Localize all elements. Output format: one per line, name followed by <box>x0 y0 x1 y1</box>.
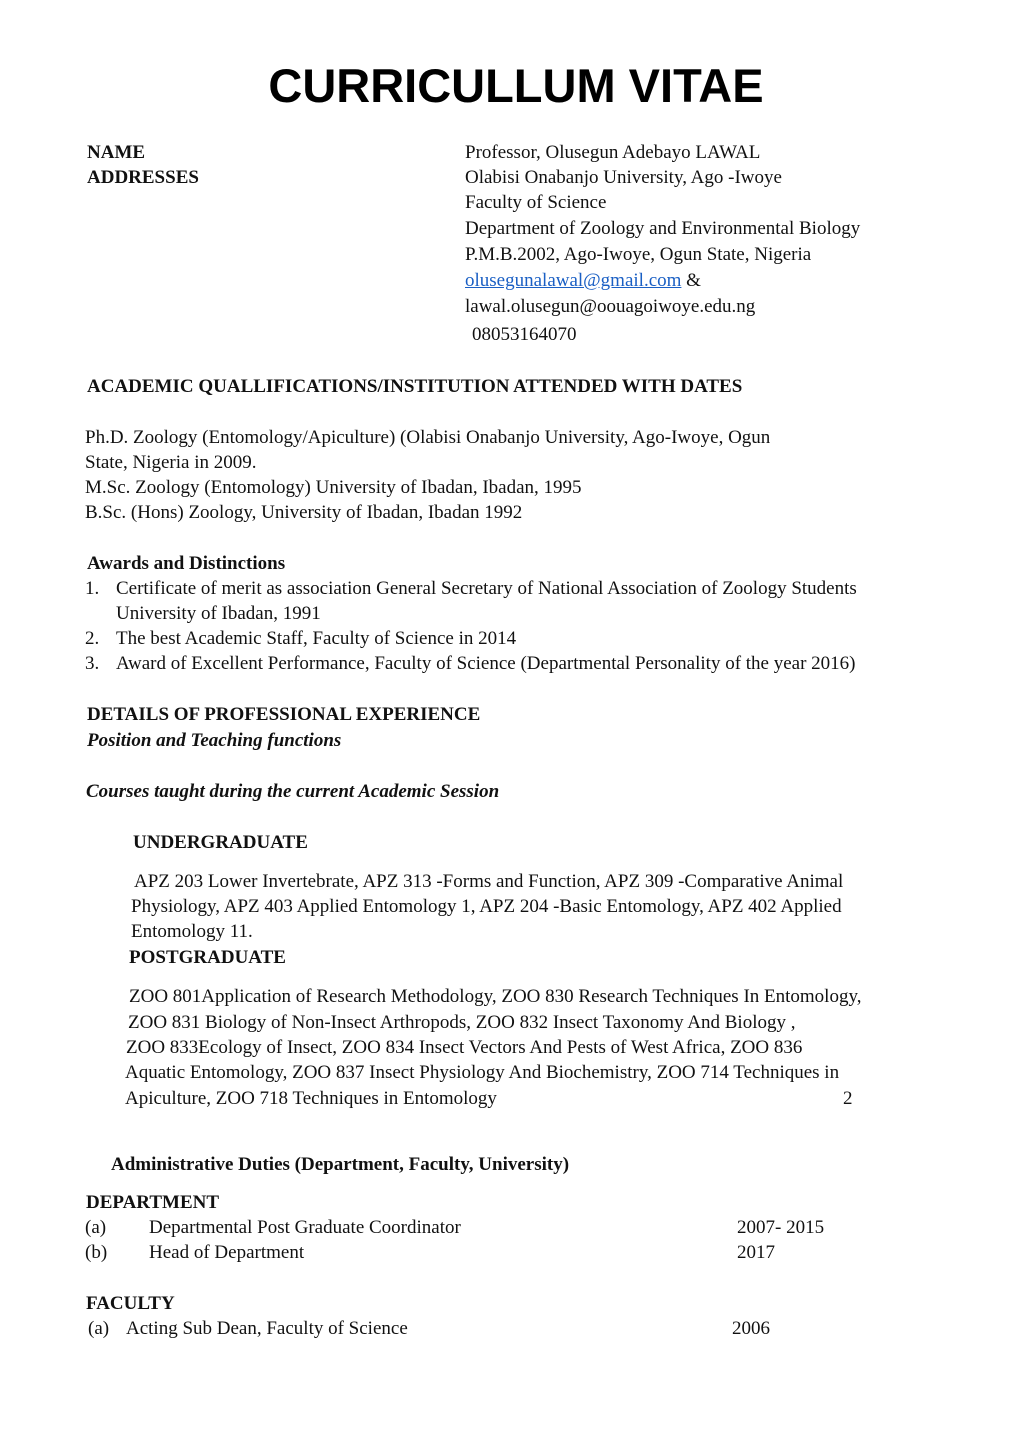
postgraduate-line: ZOO 833Ecology of Insect, ZOO 834 Insect Vectors And Pests of West Africa, ZOO 836 <box>126 1037 803 1058</box>
award-text-continued: University of Ibadan, 1991 <box>116 603 321 624</box>
department-item-text: Departmental Post Graduate Coordinator <box>149 1217 461 1238</box>
faculty-item-years: 2006 <box>732 1318 770 1339</box>
page-number: 2 <box>843 1088 853 1109</box>
postgraduate-heading: POSTGRADUATE <box>129 947 286 968</box>
award-text: The best Academic Staff, Faculty of Science in 2014 <box>116 628 517 649</box>
academic-line: B.Sc. (Hons) Zoology, University of Ibadan, Ibadan 1992 <box>85 502 523 523</box>
award-number: 3. <box>85 653 100 674</box>
faculty-heading: FACULTY <box>86 1293 175 1314</box>
phone-number: 08053164070 <box>472 324 577 345</box>
name-value: Professor, Olusegun Adebayo LAWAL <box>465 142 761 163</box>
academic-line: M.Sc. Zoology (Entomology) University of Ibadan, Ibadan, 1995 <box>85 477 582 498</box>
address-line: Department of Zoology and Environmental Biology <box>465 218 861 239</box>
email-link-primary[interactable]: olusegunalawal@gmail.com <box>465 270 682 291</box>
addresses-label: ADDRESSES <box>87 167 199 188</box>
admin-heading: Administrative Duties (Department, Faculty, University) <box>111 1154 570 1175</box>
name-label: NAME <box>87 142 146 163</box>
email-joiner: & <box>681 270 701 291</box>
postgraduate-line: ZOO 831 Biology of Non-Insect Arthropods, ZOO 832 Insect Taxonomy And Biology , <box>128 1012 796 1033</box>
award-text: Certificate of merit as association General Secretary of National Association of Zoology Students <box>116 578 857 599</box>
address-line: Olabisi Onabanjo University, Ago -Iwoye <box>465 167 782 188</box>
email-secondary: lawal.olusegun@oouagoiwoye.edu.ng <box>465 296 756 317</box>
department-item-label: (a) <box>85 1217 107 1238</box>
undergraduate-line: APZ 203 Lower Invertebrate, APZ 313 -Forms and Function, APZ 309 -Comparative Animal <box>134 871 844 892</box>
academic-line: State, Nigeria in 2009. <box>85 452 257 473</box>
awards-heading: Awards and Distinctions <box>87 553 286 574</box>
document-title: CURRICULLUM VITAE <box>268 59 764 112</box>
postgraduate-line: ZOO 801Application of Research Methodology, ZOO 830 Research Techniques In Entomology, <box>129 986 862 1007</box>
department-item-text: Head of Department <box>149 1242 305 1263</box>
department-item-years: 2017 <box>737 1242 775 1263</box>
experience-subheading: Position and Teaching functions <box>87 730 342 751</box>
address-line: Faculty of Science <box>465 192 607 213</box>
experience-heading: DETAILS OF PROFESSIONAL EXPERIENCE <box>87 704 481 725</box>
faculty-item-text: Acting Sub Dean, Faculty of Science <box>126 1318 408 1339</box>
department-item-label: (b) <box>85 1242 108 1263</box>
academic-heading: ACADEMIC QUALLIFICATIONS/INSTITUTION ATTENDED WITH DATES <box>87 376 743 397</box>
email-line <box>465 268 701 293</box>
courses-heading: Courses taught during the current Academic Session <box>86 781 500 802</box>
award-text: Award of Excellent Performance, Faculty of Science (Departmental Personality of the year 2016) <box>116 653 856 674</box>
postgraduate-line: Aquatic Entomology, ZOO 837 Insect Physiology And Biochemistry, ZOO 714 Techniques in <box>125 1062 840 1083</box>
academic-line: Ph.D. Zoology (Entomology/Apiculture) (Olabisi Onabanjo University, Ago-Iwoye, Ogun <box>85 427 771 448</box>
undergraduate-line: Entomology 11. <box>131 921 253 942</box>
undergraduate-line: Physiology, APZ 403 Applied Entomology 1, APZ 204 -Basic Entomology, APZ 402 Applied <box>131 896 842 917</box>
undergraduate-heading: UNDERGRADUATE <box>133 832 308 853</box>
postgraduate-line: Apiculture, ZOO 718 Techniques in Entomology <box>125 1088 497 1109</box>
address-line: P.M.B.2002, Ago-Iwoye, Ogun State, Nigeria <box>465 244 812 265</box>
award-number: 2. <box>85 628 100 649</box>
department-heading: DEPARTMENT <box>86 1192 220 1213</box>
department-item-years: 2007- 2015 <box>737 1217 825 1238</box>
faculty-item-label: (a) <box>88 1318 110 1339</box>
award-number: 1. <box>85 578 100 599</box>
